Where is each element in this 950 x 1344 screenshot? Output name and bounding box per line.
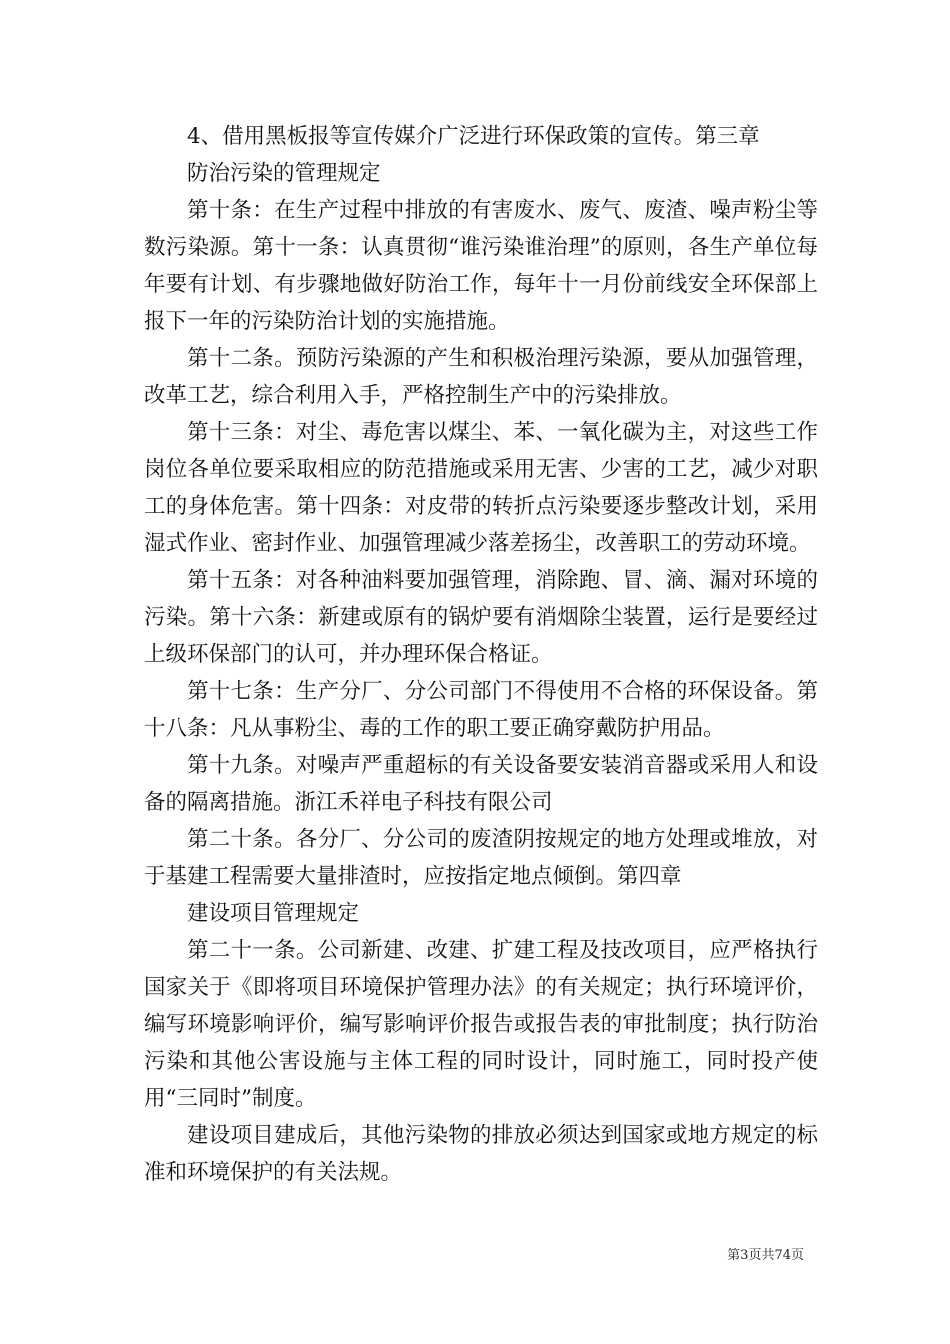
- paragraph-final: 建设项目建成后，其他污染物的排放必须达到国家或地方规定的标准和环境保护的有关法规。: [144, 1123, 818, 1185]
- document-body: [144, 118, 818, 1191]
- paragraph-1: 4、借用黑板报等宣传媒介广泛进行环保政策的宣传。第三章: [187, 124, 760, 149]
- paragraph-article-10-11: 第十条：在生产过程中排放的有害废水、废气、废渣、噪声粉尘等数污染源。第十一条：认真贯彻“谁污染谁治理”的原则，各生产单位每年要有计划、有步骤地做好防治工作，每年十一月份前线安全环保部上报下一年的污染防治计划的实施措施。: [144, 198, 818, 334]
- paragraph-article-15-16: 第十五条：对各种油料要加强管理，消除跑、冒、滴、漏对环境的污染。第十六条：新建或原有的锅炉要有消烟除尘装置，运行是要经过上级环保部门的认可，并办理环保合格证。: [144, 568, 818, 667]
- paragraph-article-13-14: 第十三条：对尘、毒危害以煤尘、苯、一氧化碳为主，对这些工作岗位各单位要采取相应的防范措施或采用无害、少害的工艺，减少对职工的身体危害。第十四条：对皮带的转折点污染要逐步整改计划，采用湿式作业、密封作业、加强管理减少落差扬尘，改善职工的劳动环境。: [144, 420, 818, 556]
- paragraph-article-17-18: 第十七条：生产分厂、分公司部门不得使用不合格的环保设备。第十八条：凡从事粉尘、毒的工作的职工要正确穿戴防护用品。: [144, 679, 818, 741]
- chapter-title-3: 防治污染的管理规定: [187, 161, 381, 186]
- paragraph-article-12: 第十二条。预防污染源的产生和积极治理污染源，要从加强管理，改革工艺，综合利用入手，严格控制生产中的污染排放。: [144, 346, 818, 408]
- paragraph-article-21: 第二十一条。公司新建、改建、扩建工程及技改项目，应严格执行国家关于《即将项目环境保护管理办法》的有关规定；执行环境评价，编写环境影响评价，编写影响评价报告或报告表的审批制度；执行防治污染和其他公害设施与主体工程的同时设计，同时施工，同时投产使用“三同时”制度。: [144, 938, 818, 1111]
- paragraph-article-19: 第十九条。对噪声严重超标的有关设备要安装消音器或采用人和设备的隔离措施。浙江禾祥电子科技有限公司: [144, 753, 818, 815]
- paragraph-article-20: 第二十条。各分厂、分公司的废渣阴按规定的地方处理或堆放，对于基建工程需要大量排渣时，应按指定地点倾倒。第四章: [144, 827, 818, 889]
- page-number: 第3页共74页: [727, 1248, 804, 1263]
- chapter-title-4: 建设项目管理规定: [187, 901, 360, 926]
